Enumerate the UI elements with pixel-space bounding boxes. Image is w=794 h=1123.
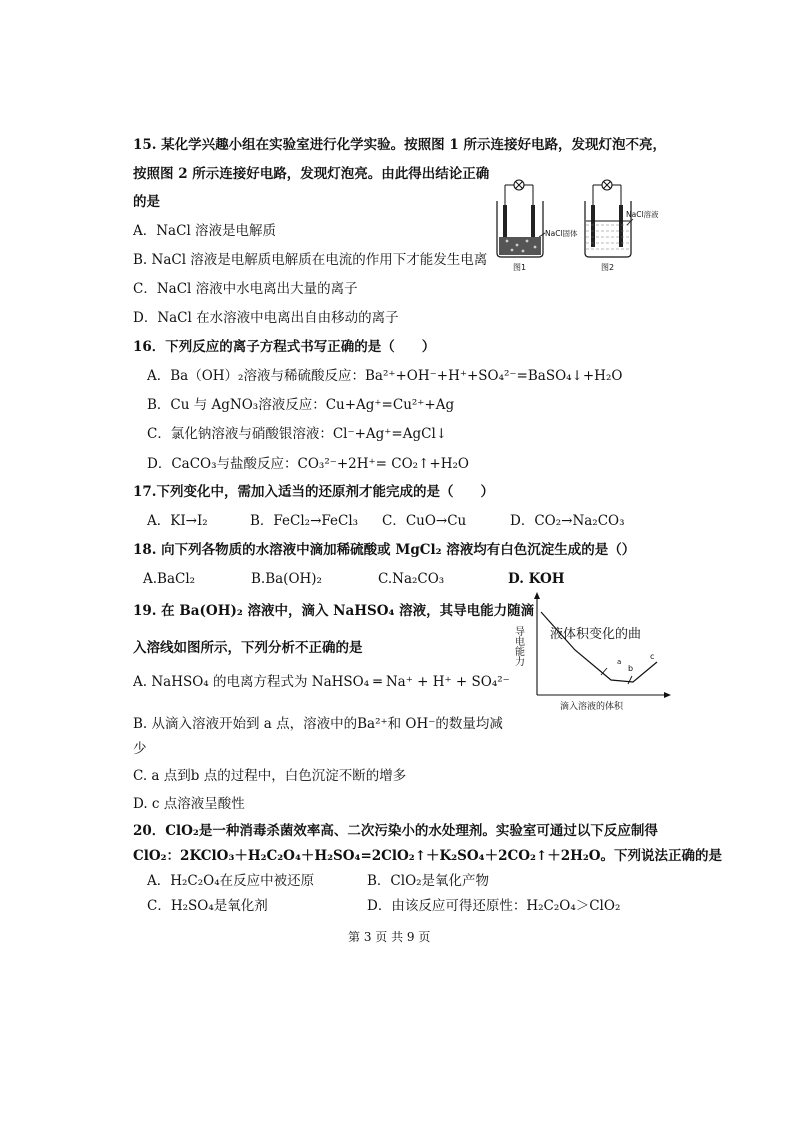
q16-option-c: C．氯化钠溶液与硝酸银溶液：Cl⁻+Ag⁺=AgCl↓	[147, 426, 448, 442]
q19-option-a: A. NaHSO₄ 的电离方程式为 NaHSO₄ ═ Na⁺ + H⁺ + SO₄²⁻	[133, 674, 510, 690]
q18-stem: 18. 向下列各物质的水溶液中滴加稀硫酸或 MgCl₂ 溶液均有白色沉淀生成的是（）	[133, 542, 636, 558]
q20-stem-line1: 20．ClO₂是一种消毒杀菌效率高、二次污染小的水处理剂。实验室可通过以下反应制得	[133, 823, 658, 839]
q19-option-d: D. c 点溶液呈酸性	[133, 796, 245, 812]
q16-stem: 16．下列反应的离子方程式书写正确的是（ ）	[133, 339, 436, 355]
q18-option-d: D. KOH	[508, 571, 565, 587]
electrolysis-figures	[495, 175, 659, 280]
x-axis-label: 滴入溶液的体积	[560, 702, 624, 712]
q15-stem-line3: 的是	[133, 194, 160, 210]
q20-option-a: A．H₂C₂O₄在反应中被还原	[147, 873, 315, 889]
conductivity-curve	[541, 612, 657, 682]
q19-option-b-line2: 少	[133, 741, 147, 757]
q20-option-b: B．ClO₂是氧化产物	[367, 873, 490, 889]
q18-option-a: A.BaCl₂	[143, 571, 196, 587]
q15-option-a: A．NaCl 溶液是电解质	[133, 223, 277, 239]
q17-option-c: C．CuO→Cu	[382, 513, 467, 529]
figure1-beaker	[497, 180, 545, 257]
q17-option-a: A．KI→I₂	[147, 513, 208, 529]
point-a-label: a	[617, 658, 622, 666]
q15-option-d: D．NaCl 在水溶液中电离出自由移动的离子	[133, 310, 399, 326]
q19-option-c: C. a 点到b 点的过程中，白色沉淀不断的增多	[133, 768, 407, 784]
graph-overlay-text: 液体积变化的曲	[550, 627, 642, 642]
point-c-label: c	[650, 652, 655, 661]
conductivity-graph	[512, 590, 675, 715]
point-b-label: b	[628, 664, 634, 673]
q18-option-c: C.Na₂CO₃	[378, 571, 445, 587]
q20-option-d: D．由该反应可得还原性：H₂C₂O₄＞ClO₂	[367, 898, 621, 914]
q16-option-d: D．CaCO₃与盐酸反应：CO₃²⁻+2H⁺= CO₂↑+H₂O	[147, 456, 469, 472]
q16-option-a: A．Ba（OH）₂溶液与稀硫酸反应：Ba²⁺+OH⁻+H⁺+SO₄²⁻=BaSO₄↓+H₂O	[147, 368, 623, 384]
q17-option-d: D．CO₂→Na₂CO₃	[510, 513, 625, 529]
q15-stem-line1: 15. 某化学兴趣小组在实验室进行化学实验。按照图 1 所示连接好电路，发现灯泡不亮，	[133, 137, 666, 153]
q15-option-c: C．NaCl 溶液中水电离出大量的离子	[133, 281, 358, 297]
q20-stem-line2: ClO₂：2KClO₃＋H₂C₂O₄＋H₂SO₄=2ClO₂↑＋K₂SO₄＋2CO₂↑＋2H₂O。下列说法正确的是	[133, 848, 723, 864]
q15-stem-line2: 按照图 2 所示连接好电路，发现灯泡亮。由此得出结论正确	[133, 166, 490, 182]
q17-option-b: B．FeCl₂→FeCl₃	[250, 513, 359, 529]
q17-stem: 17.下列变化中，需加入适当的还原剂才能完成的是（ ）	[133, 484, 494, 500]
y-axis-label: 导电能力	[512, 626, 524, 666]
q19-option-b-line1: B. 从滴入溶液开始到 a 点，溶液中的Ba²⁺和 OH⁻的数量均减	[133, 716, 503, 732]
figure1-label: NaCl固体	[545, 229, 578, 238]
page-footer: 第 3 页 共 9 页	[348, 930, 431, 944]
figure1-caption: 图1	[513, 263, 527, 272]
figure2-label: NaCl溶液	[626, 210, 659, 219]
q15-option-b: B. NaCl 溶液是电解质电解质在电流的作用下才能发生电离	[133, 252, 488, 268]
q16-option-b: B．Cu 与 AgNO₃溶液反应：Cu+Ag⁺=Cu²⁺+Ag	[147, 397, 455, 413]
q20-option-c: C．H₂SO₄是氧化剂	[147, 898, 268, 914]
q19-stem-line1: 19. 在 Ba(OH)₂ 溶液中，滴入 NaHSO₄ 溶液，其导电能力随滴	[133, 603, 535, 619]
q19-stem-line2: 入溶线如图所示，下列分析不正确的是	[133, 640, 363, 656]
q18-option-b: B.Ba(OH)₂	[251, 571, 322, 587]
figure2-caption: 图2	[601, 263, 615, 272]
